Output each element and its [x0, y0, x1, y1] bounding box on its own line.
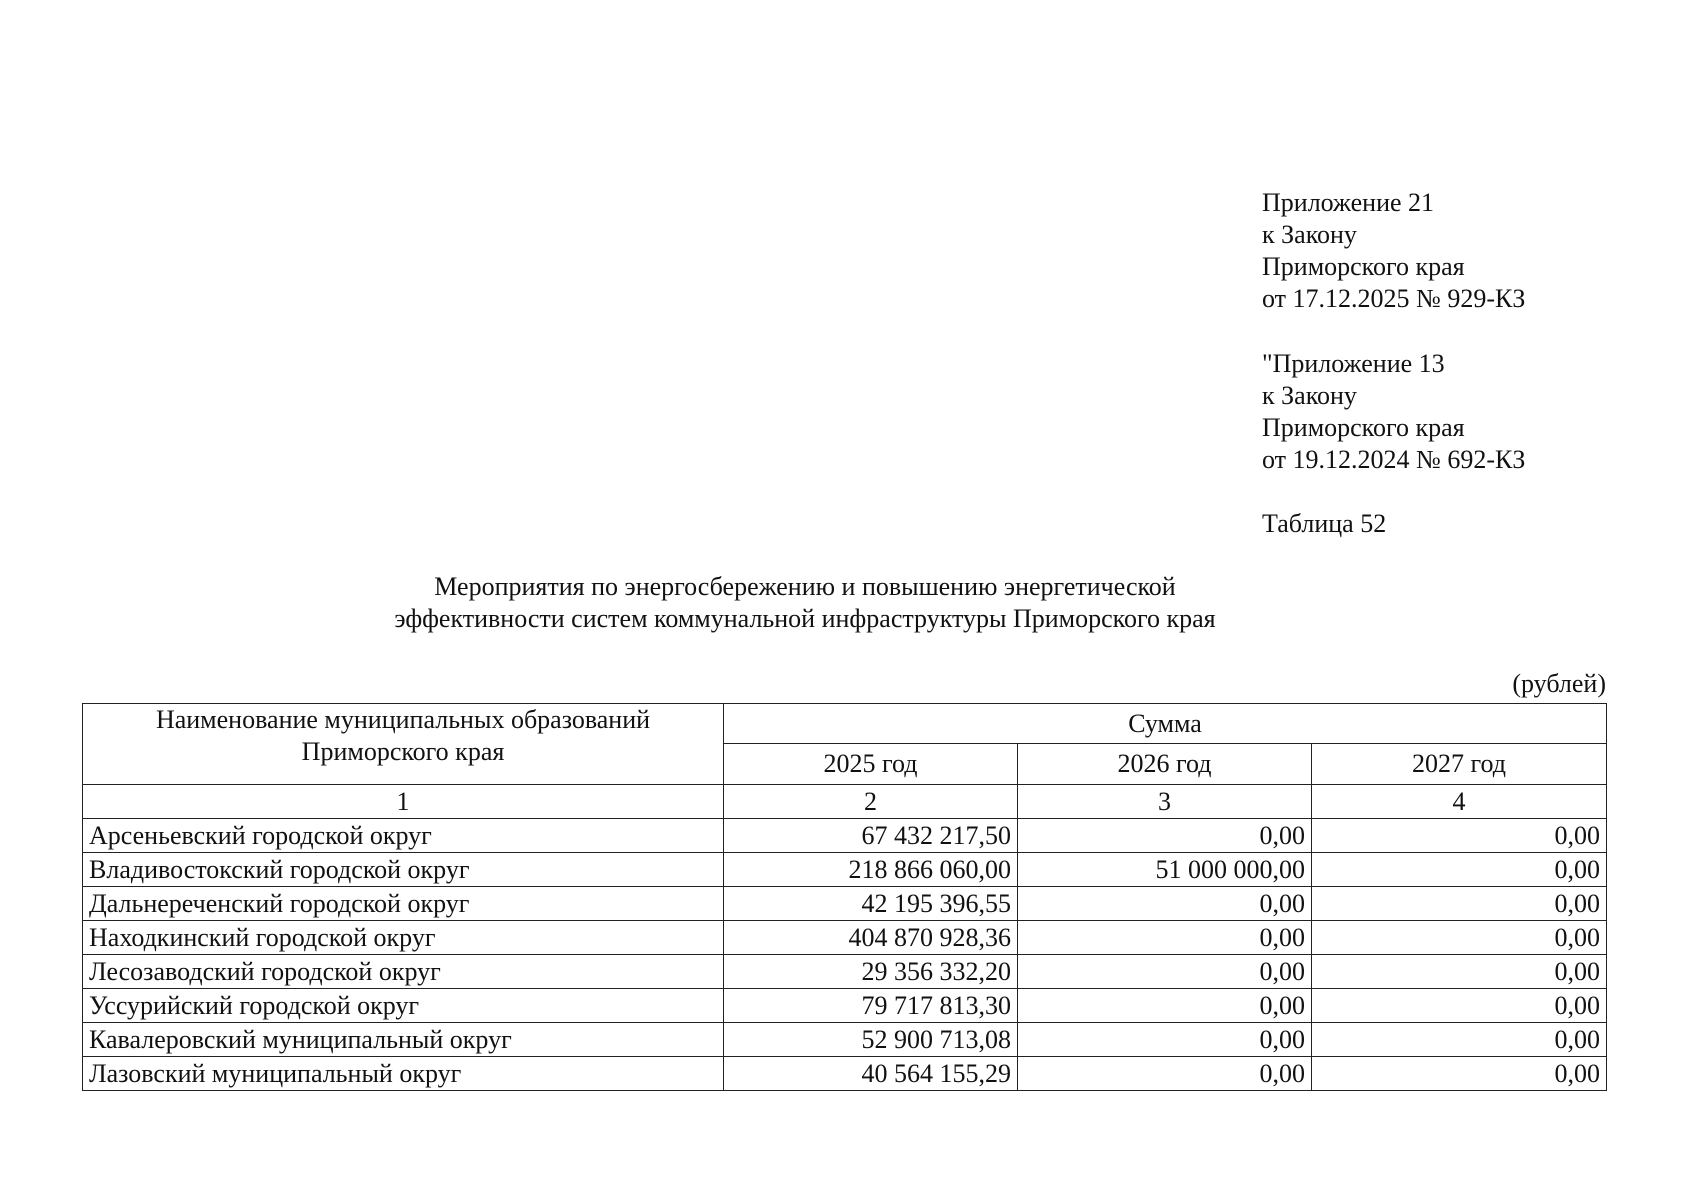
appendix-new-line-3: Приморского края: [1262, 252, 1465, 281]
units-label: (рублей): [1512, 669, 1606, 698]
appendix-new-line-1: Приложение 21: [1262, 188, 1435, 217]
amount-2027: 0,00: [1312, 819, 1607, 853]
table-row: [83, 989, 1607, 1023]
appendix-new-line-2: к Закону: [1262, 220, 1357, 249]
amount-2027: 0,00: [1312, 955, 1607, 989]
appendix-reference-old: [1262, 348, 1622, 476]
amount-2026: 0,00: [1018, 921, 1312, 955]
table-row: [83, 955, 1607, 989]
column-number: 2: [724, 785, 1018, 819]
header-sum: Сумма: [724, 704, 1607, 744]
header-municipality: [83, 704, 724, 785]
amount-2026: 0,00: [1018, 989, 1312, 1023]
amount-2026: 0,00: [1018, 887, 1312, 921]
municipality-name: Лазовский муниципальный округ: [83, 1057, 724, 1091]
funding-table: [82, 703, 1607, 1091]
municipality-name: Находкинский городской округ: [83, 921, 724, 955]
header-year-2027: 2027 год: [1312, 744, 1607, 785]
municipality-name: Кавалеровский муниципальный округ: [83, 1023, 724, 1057]
municipality-name: Лесозаводский городской округ: [83, 955, 724, 989]
appendix-old-line-3: Приморского края: [1262, 413, 1465, 442]
table-row: [83, 1023, 1607, 1057]
table-row: [83, 921, 1607, 955]
amount-2026: 51 000 000,00: [1018, 853, 1312, 887]
amount-2025: 52 900 713,08: [724, 1023, 1018, 1057]
amount-2025: 218 866 060,00: [724, 853, 1018, 887]
appendix-old-line-2: к Закону: [1262, 381, 1357, 410]
appendix-reference-new: [1262, 187, 1622, 315]
appendix-old-line-4: от 19.12.2024 № 692-КЗ: [1262, 445, 1526, 474]
amount-2025: 42 195 396,55: [724, 887, 1018, 921]
municipality-name: Дальнереченский городской округ: [83, 887, 724, 921]
municipality-name: Арсеньевский городской округ: [83, 819, 724, 853]
table-row: [83, 819, 1607, 853]
header-municipality-line-2: Приморского края: [301, 737, 505, 766]
amount-2026: 0,00: [1018, 1023, 1312, 1057]
amount-2025: 40 564 155,29: [724, 1057, 1018, 1091]
document-title-line-2: эффективности систем коммунальной инфраструктуры Приморского края: [394, 604, 1216, 633]
header-year-2026: 2026 год: [1018, 744, 1312, 785]
column-number: 4: [1312, 785, 1607, 819]
amount-2027: 0,00: [1312, 1057, 1607, 1091]
amount-2027: 0,00: [1312, 989, 1607, 1023]
amount-2027: 0,00: [1312, 887, 1607, 921]
amount-2026: 0,00: [1018, 1057, 1312, 1091]
document-title-line-1: Мероприятия по энергосбережению и повышению энергетической: [434, 572, 1176, 601]
amount-2026: 0,00: [1018, 819, 1312, 853]
column-number-row: [83, 785, 1607, 819]
amount-2025: 404 870 928,36: [724, 921, 1018, 955]
municipality-name: Владивостокский городской округ: [83, 853, 724, 887]
header-year-2025: 2025 год: [724, 744, 1018, 785]
table-row: [83, 853, 1607, 887]
municipality-name: Уссурийский городской округ: [83, 989, 724, 1023]
appendix-new-line-4: от 17.12.2025 № 929-КЗ: [1262, 284, 1526, 313]
table-row: [83, 1057, 1607, 1091]
document-title: [320, 571, 1290, 635]
appendix-old-line-1: "Приложение 13: [1262, 349, 1445, 378]
amount-2025: 67 432 217,50: [724, 819, 1018, 853]
column-number: 3: [1018, 785, 1312, 819]
amount-2027: 0,00: [1312, 921, 1607, 955]
amount-2026: 0,00: [1018, 955, 1312, 989]
amount-2027: 0,00: [1312, 1023, 1607, 1057]
column-number: 1: [83, 785, 724, 819]
table-header-row: [83, 704, 1607, 744]
amount-2027: 0,00: [1312, 853, 1607, 887]
amount-2025: 29 356 332,20: [724, 955, 1018, 989]
table-row: [83, 887, 1607, 921]
header-municipality-line-1: Наименование муниципальных образований: [155, 705, 651, 734]
amount-2025: 79 717 813,30: [724, 989, 1018, 1023]
table-number: Таблица 52: [1262, 509, 1387, 538]
